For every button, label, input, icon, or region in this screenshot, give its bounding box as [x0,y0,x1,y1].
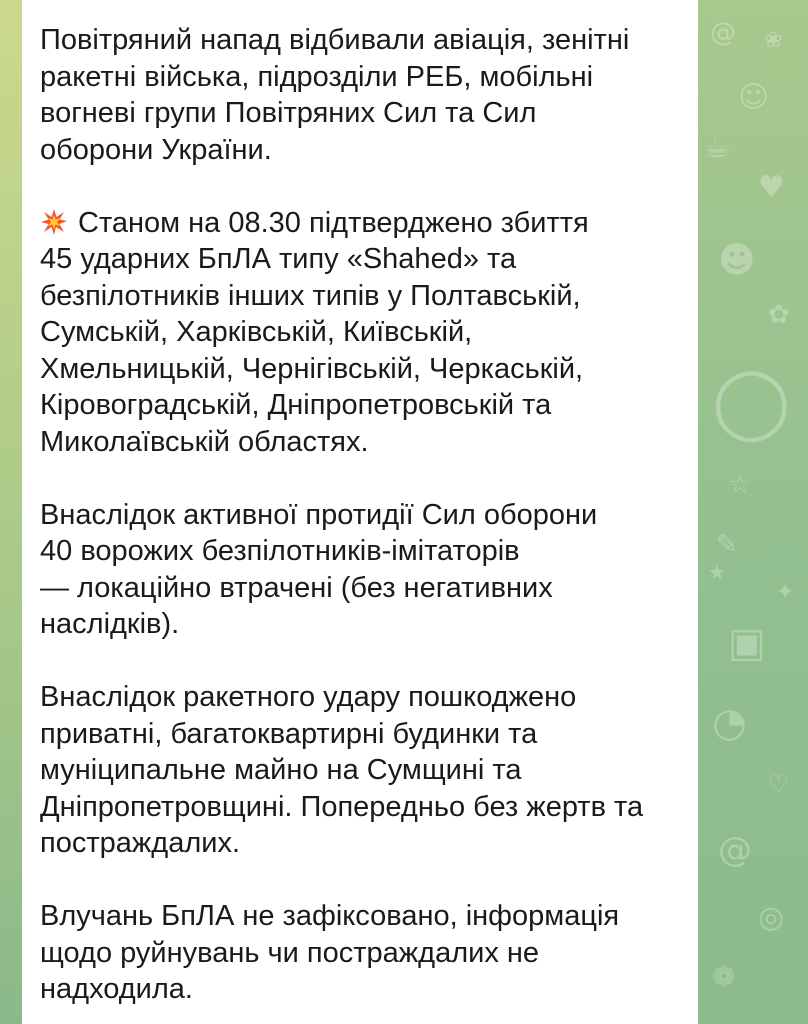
sparkle-doodle-icon: ✦ [776,580,795,605]
shootdown-text: Станом на 08.30 підтверджено збиття 45 ударних БпЛА типу «Shahed» та безпілотників інших типів у Полтавській, Сумській, Харківській, Київській, Хмельницькій, Чернігівській, Черкаській, Кіровоградській, Дніпропетровській та Миколаївській областях. [40,206,589,458]
message-paragraph-shootdown [40,205,684,461]
leaf-doodle-icon: ✿ [768,300,790,330]
chat-doodle-icon: ☺ [738,80,770,115]
snail-doodle-icon: @ [718,830,752,870]
heart-doodle-icon: ♡ [768,770,790,798]
box-doodle-icon: ▣ [728,620,766,666]
chat-wallpaper-left [0,0,22,1024]
flashlight-doodle-icon: ✎ [716,530,738,560]
chat-wallpaper-right [698,0,808,1024]
message-paragraph-damage: Внаслідок ракетного удару пошкоджено приватні, багатоквартирні будинки та муніципальне майно на Сумщині та Дніпропетровщині. Попередньо без жертв та постраждалих. [40,681,644,859]
pizza-doodle-icon: ◔ [712,700,747,746]
cup-doodle-icon: ☕ [704,130,731,165]
message-paragraph-no-hits: Влучань БпЛА не зафіксовано, інформація щодо руйнувань чи постраждалих не надходила. [40,900,620,1005]
cat-doodle-icon: ☻ [718,240,756,281]
swirl-doodle-icon: ◎ [758,900,785,935]
star-doodle-icon: ☆ [728,470,752,500]
paw-doodle-icon: ❀ [764,28,783,53]
message-paragraph-intro: Повітряний напад відбивали авіація, зенітні ракетні війська, підрозділи РЕБ, мобільні вогневі групи Повітряних Сил та Сил оборони України. [40,24,630,166]
spiral-doodle-icon: @ [710,18,736,48]
flower-doodle-icon: ❁ [712,960,736,993]
message-bubble[interactable] [22,0,698,1024]
strawberry-doodle-icon: ♥ [758,170,785,205]
message-paragraph-imitators: Внаслідок активної протидії Сил оборони 40 ворожих безпілотників-імітаторів — локаційно втрачені (без негативних наслідків). [40,498,598,640]
star-small-doodle-icon: ★ [708,560,726,584]
collision-emoji-icon [40,208,68,236]
balloon-doodle-icon: ◯ [712,360,791,442]
